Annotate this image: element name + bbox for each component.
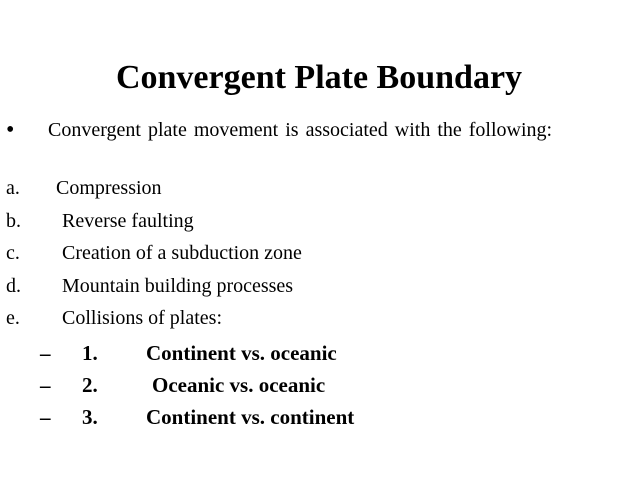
- dash-icon: –: [40, 373, 51, 397]
- sub-item-number: 3.: [82, 405, 98, 429]
- sub-item-label: Oceanic vs. oceanic: [152, 373, 326, 397]
- sub-item-number: 1.: [82, 341, 98, 365]
- list-item-text: Creation of a subduction zone: [62, 242, 302, 264]
- sub-item-label: Continent vs. continent: [146, 405, 355, 429]
- sub-item-number: 2.: [82, 373, 98, 397]
- list-item-letter: e.: [6, 307, 20, 329]
- list-item-letter: a.: [6, 177, 20, 199]
- bullet-text: Convergent plate movement is associated with the following:: [48, 119, 553, 141]
- list-item-letter: c.: [6, 242, 20, 264]
- list-item-text: Mountain building processes: [62, 275, 294, 297]
- dash-icon: –: [40, 341, 51, 365]
- list-item-letter: b.: [6, 210, 21, 232]
- slide-title: Convergent Plate Boundary: [115, 59, 523, 96]
- list-item-letter: d.: [6, 275, 21, 297]
- sub-item-label: Continent vs. oceanic: [146, 341, 337, 365]
- list-item-text: Compression: [56, 177, 162, 199]
- dash-icon: –: [40, 405, 51, 429]
- list-item-text: Collisions of plates:: [62, 307, 222, 329]
- list-item-text: Reverse faulting: [62, 210, 194, 232]
- bullet-icon: •: [6, 117, 15, 143]
